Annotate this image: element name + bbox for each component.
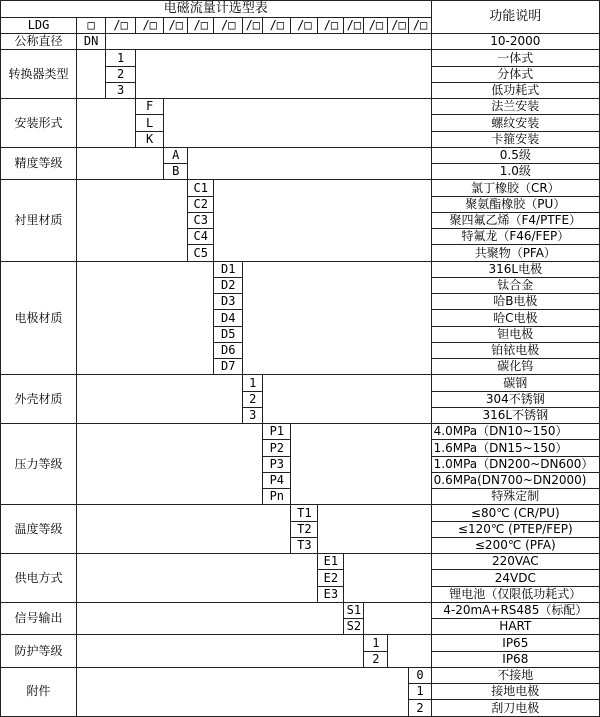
spacer-cell: [77, 375, 243, 424]
code-cell: D4: [214, 310, 243, 326]
slot-cell: /□: [364, 18, 388, 34]
function-cell: 10-2000: [431, 34, 599, 50]
slot-cell: /□: [318, 18, 344, 34]
spacer-cell: [77, 147, 164, 180]
function-cell: 氯丁橡胶（CR）: [431, 180, 599, 196]
spacer-cell: [77, 635, 364, 668]
category-label: 电极材质: [1, 261, 77, 375]
spacer-cell: [77, 554, 318, 603]
function-cell: 0.5级: [431, 147, 599, 163]
spacer-cell: [263, 375, 431, 424]
spacer-cell: [136, 50, 431, 99]
slot-cell: /□: [388, 18, 409, 34]
function-cell: 刮刀电极: [431, 700, 599, 716]
function-cell: 低功耗式: [431, 82, 599, 98]
category-label: 转换器类型: [1, 50, 77, 99]
spacer-cell: [77, 602, 344, 635]
code-cell: F: [136, 99, 164, 115]
code-cell: 1: [409, 684, 431, 700]
code-cell: 2: [409, 700, 431, 716]
function-cell: HART: [431, 619, 599, 635]
spacer-cell: [77, 180, 188, 261]
spacer-cell: [77, 667, 409, 716]
function-cell: 4.0MPa（DN10~150）: [431, 424, 599, 440]
category-label: 精度等级: [1, 147, 77, 180]
function-cell: 分体式: [431, 66, 599, 82]
category-label: 公称直径: [1, 34, 77, 50]
slot-cell: /□: [291, 18, 318, 34]
function-cell: 220VAC: [431, 554, 599, 570]
category-label: 安装形式: [1, 99, 77, 148]
function-cell: 聚氨酯橡胶（PU）: [431, 196, 599, 212]
slot-cell: /□: [188, 18, 214, 34]
spacer-cell: [77, 261, 214, 375]
spacer-cell: [318, 505, 431, 554]
function-cell: 0.6MPa(DN700~DN2000): [431, 472, 599, 488]
table-row: [1, 635, 600, 651]
code-cell: T2: [291, 521, 318, 537]
code-cell: D7: [214, 359, 243, 375]
spacer-cell: [243, 261, 431, 375]
function-cell: IP68: [431, 651, 599, 667]
spacer-cell: [77, 424, 263, 505]
code-cell: B: [164, 164, 188, 180]
function-cell: 铂铱电极: [431, 342, 599, 358]
function-cell: 24VDC: [431, 570, 599, 586]
table-row: [1, 554, 600, 570]
slot-cell: /□: [136, 18, 164, 34]
slot-cell: /□: [409, 18, 431, 34]
slot-cell: /□: [106, 18, 136, 34]
table-row: [1, 34, 600, 50]
category-label: 外壳材质: [1, 375, 77, 424]
code-cell: Pn: [263, 489, 291, 505]
code-cell: D1: [214, 261, 243, 277]
code-cell: E2: [318, 570, 344, 586]
code-cell: 1: [364, 635, 388, 651]
function-cell: 4-20mA+RS485（标配）: [431, 602, 599, 618]
code-cell: 3: [106, 82, 136, 98]
code-cell: DN: [77, 34, 106, 50]
category-label: 压力等级: [1, 424, 77, 505]
category-label: 信号输出: [1, 602, 77, 635]
code-cell: 0: [409, 667, 431, 683]
table-row: [1, 180, 600, 196]
slot-cell: /□: [263, 18, 291, 34]
spacer-cell: [214, 180, 431, 261]
code-cell: P4: [263, 472, 291, 488]
function-cell: 碳钢: [431, 375, 599, 391]
code-cell: 2: [364, 651, 388, 667]
table-row: [1, 50, 600, 66]
code-cell: 3: [243, 407, 263, 423]
function-cell: IP65: [431, 635, 599, 651]
function-cell: ≤120℃ (PTEP/FEP): [431, 521, 599, 537]
code-cell: P3: [263, 456, 291, 472]
code-cell: C5: [188, 245, 214, 261]
code-cell: A: [164, 147, 188, 163]
table-row: [1, 261, 600, 277]
function-cell: 304不锈钢: [431, 391, 599, 407]
code-cell: D6: [214, 342, 243, 358]
model-prefix: LDG: [1, 18, 77, 34]
spacer-cell: [344, 554, 431, 603]
table-row: [1, 1, 600, 18]
function-cell: 1.0MPa（DN200~DN600）: [431, 456, 599, 472]
function-cell: 接地电极: [431, 684, 599, 700]
function-cell: 共聚物（PFA）: [431, 245, 599, 261]
function-cell: 碳化钨: [431, 359, 599, 375]
function-col-header: 功能说明: [431, 1, 599, 34]
category-label: 供电方式: [1, 554, 77, 603]
category-label: 衬里材质: [1, 180, 77, 261]
table-title: 电磁流量计选型表: [1, 1, 432, 18]
table-row: [1, 147, 600, 163]
function-cell: 哈C电极: [431, 310, 599, 326]
slot-cell: /□: [214, 18, 243, 34]
slot-cell: /□: [344, 18, 364, 34]
code-cell: P2: [263, 440, 291, 456]
category-label: 防护等级: [1, 635, 77, 668]
code-cell: T3: [291, 537, 318, 553]
function-cell: 钛合金: [431, 277, 599, 293]
spacer-cell: [106, 34, 432, 50]
function-cell: 哈B电极: [431, 294, 599, 310]
code-cell: 2: [243, 391, 263, 407]
function-cell: 钽电极: [431, 326, 599, 342]
code-cell: 2: [106, 66, 136, 82]
function-cell: 特氟龙（F46/FEP）: [431, 229, 599, 245]
function-cell: 316L不锈钢: [431, 407, 599, 423]
function-cell: 螺纹安装: [431, 115, 599, 131]
slot-cell: /□: [243, 18, 263, 34]
table-row: [1, 424, 600, 440]
code-cell: E1: [318, 554, 344, 570]
spacer-cell: [77, 99, 136, 148]
code-cell: C1: [188, 180, 214, 196]
spacer-cell: [364, 602, 431, 635]
code-cell: D5: [214, 326, 243, 342]
spacer-cell: [164, 99, 431, 148]
spacer-cell: [291, 424, 431, 505]
spacer-cell: [388, 635, 431, 668]
code-cell: E3: [318, 586, 344, 602]
table-row: [1, 602, 600, 618]
function-cell: 卡箍安装: [431, 131, 599, 147]
code-cell: D2: [214, 277, 243, 293]
function-cell: 1.0级: [431, 164, 599, 180]
function-cell: 不接地: [431, 667, 599, 683]
code-cell: S1: [344, 602, 364, 618]
function-cell: 一体式: [431, 50, 599, 66]
spacer-cell: [77, 505, 291, 554]
code-cell: S2: [344, 619, 364, 635]
code-cell: 1: [106, 50, 136, 66]
function-cell: 1.6MPa（DN15~150）: [431, 440, 599, 456]
spacer-cell: [188, 147, 431, 180]
code-cell: P1: [263, 424, 291, 440]
category-label: 温度等级: [1, 505, 77, 554]
code-cell: D3: [214, 294, 243, 310]
model-box: □: [77, 18, 106, 34]
code-cell: K: [136, 131, 164, 147]
function-cell: ≤200℃ (PFA): [431, 537, 599, 553]
table-row: [1, 667, 600, 683]
code-cell: 1: [243, 375, 263, 391]
slot-cell: /□: [164, 18, 188, 34]
code-cell: L: [136, 115, 164, 131]
code-cell: C4: [188, 229, 214, 245]
spacer-cell: [77, 50, 106, 99]
code-cell: T1: [291, 505, 318, 521]
code-cell: C2: [188, 196, 214, 212]
function-cell: 法兰安装: [431, 99, 599, 115]
function-cell: 特殊定制: [431, 489, 599, 505]
table-row: [1, 505, 600, 521]
table-row: [1, 99, 600, 115]
function-cell: 316L电极: [431, 261, 599, 277]
code-cell: C3: [188, 212, 214, 228]
category-label: 附件: [1, 667, 77, 716]
function-cell: 聚四氟乙烯（F4/PTFE）: [431, 212, 599, 228]
table-row: [1, 375, 600, 391]
function-cell: 锂电池（仅限低功耗式）: [431, 586, 599, 602]
function-cell: ≤80℃ (CR/PU): [431, 505, 599, 521]
